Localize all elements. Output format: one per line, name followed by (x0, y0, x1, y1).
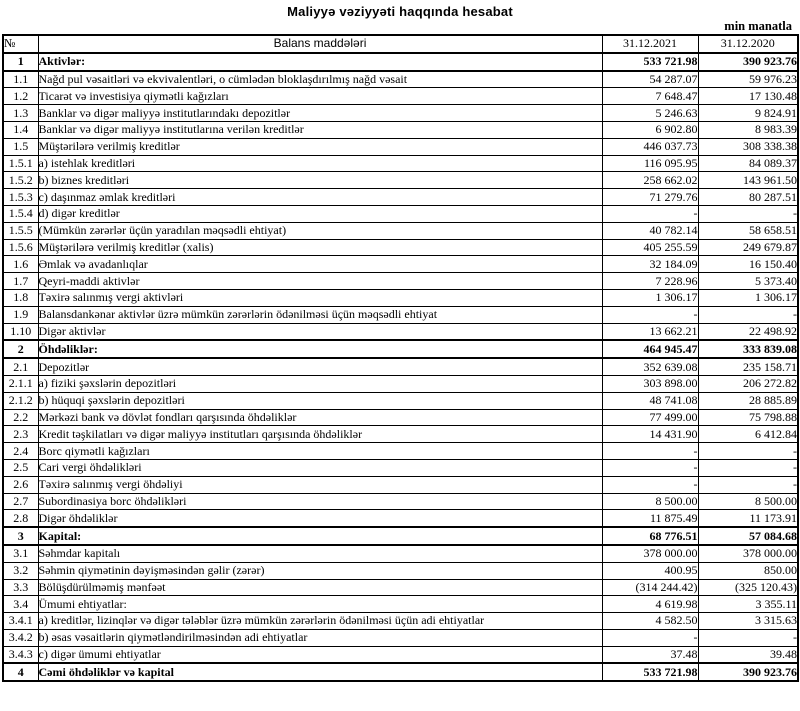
row-no: 2.3 (3, 426, 38, 443)
row-value-2020: - (698, 443, 798, 460)
row-label: Depozitlər (38, 358, 602, 375)
row-value-2020: 378 000.00 (698, 545, 798, 562)
row-value-2021: - (602, 459, 698, 476)
table-row (3, 663, 798, 681)
row-no: 1.5 (3, 138, 38, 155)
table-row (3, 527, 798, 545)
row-no: 1.5.2 (3, 172, 38, 189)
row-value-2020: 249 679.87 (698, 239, 798, 256)
row-no: 2.7 (3, 493, 38, 510)
row-value-2021: 400.95 (602, 562, 698, 579)
table-row (3, 53, 798, 71)
row-value-2021: 5 246.63 (602, 105, 698, 122)
table-row (3, 222, 798, 239)
row-value-2021: 48 741.08 (602, 392, 698, 409)
row-label: Nağd pul vəsaitləri və ekvivalentləri, o cümlədən bloklaşdırılmış nağd vəsait (38, 71, 602, 88)
row-value-2020: 22 498.92 (698, 323, 798, 340)
table-row (3, 426, 798, 443)
row-no: 2.6 (3, 476, 38, 493)
row-label: Ümumi ehtiyatlar: (38, 596, 602, 613)
row-no: 3.3 (3, 579, 38, 596)
row-no: 2.1.2 (3, 392, 38, 409)
row-value-2021: 7 648.47 (602, 88, 698, 105)
table-row (3, 138, 798, 155)
row-value-2021: - (602, 443, 698, 460)
row-label: Səhmdar kapitalı (38, 545, 602, 562)
row-value-2020: - (698, 306, 798, 323)
table-row (3, 256, 798, 273)
row-value-2021: 533 721.98 (602, 53, 698, 71)
row-no: 3 (3, 527, 38, 545)
row-label: a) kreditlər, lizinqlər və digər tələblər üzrə mümkün zərərlərin ödənilməsi üçün adi ehtiyatlar (38, 613, 602, 630)
table-row (3, 392, 798, 409)
row-value-2020: (325 120.43) (698, 579, 798, 596)
row-label: Ticarət və investisiya qiymətli kağızları (38, 88, 602, 105)
row-value-2021: 7 228.96 (602, 273, 698, 290)
row-value-2020: - (698, 459, 798, 476)
table-row (3, 562, 798, 579)
row-value-2021: (314 244.42) (602, 579, 698, 596)
row-value-2021: 6 902.80 (602, 121, 698, 138)
row-value-2021: 4 619.98 (602, 596, 698, 613)
row-label: Bölüşdürülməmiş mənfəət (38, 579, 602, 596)
table-header-row (3, 35, 798, 53)
row-no: 1.1 (3, 71, 38, 88)
row-label: Digər öhdəliklər (38, 510, 602, 527)
header-balance-items: Balans maddələri (38, 35, 602, 53)
table-row (3, 205, 798, 222)
row-value-2021: 77 499.00 (602, 409, 698, 426)
row-no: 2.2 (3, 409, 38, 426)
row-label: Digər aktivlər (38, 323, 602, 340)
row-value-2020: 3 355.11 (698, 596, 798, 613)
row-value-2020: 5 373.40 (698, 273, 798, 290)
row-value-2021: 1 306.17 (602, 289, 698, 306)
row-label: Cari vergi öhdəlikləri (38, 459, 602, 476)
row-value-2020: 75 798.88 (698, 409, 798, 426)
row-value-2020: 84 089.37 (698, 155, 798, 172)
row-no: 2.1.1 (3, 375, 38, 392)
row-no: 3.2 (3, 562, 38, 579)
row-value-2020: 80 287.51 (698, 189, 798, 206)
row-no: 1.6 (3, 256, 38, 273)
table-row (3, 545, 798, 562)
row-value-2021: 13 662.21 (602, 323, 698, 340)
row-value-2021: 378 000.00 (602, 545, 698, 562)
row-value-2020: 9 824.91 (698, 105, 798, 122)
table-row (3, 189, 798, 206)
row-label: Balansdankənar aktivlər üzrə mümkün zərərlərin ödənilməsi üçün məqsədli ehtiyat (38, 306, 602, 323)
row-value-2020: 39.48 (698, 646, 798, 663)
table-row (3, 172, 798, 189)
table-row (3, 273, 798, 290)
row-label: Banklar və digər maliyyə institutlarına verilən kreditlər (38, 121, 602, 138)
row-value-2020: 850.00 (698, 562, 798, 579)
row-value-2021: 446 037.73 (602, 138, 698, 155)
row-value-2020: 333 839.08 (698, 340, 798, 358)
row-label: Səhmin qiymətinin dəyişməsindən gəlir (zərər) (38, 562, 602, 579)
table-row (3, 155, 798, 172)
row-label: Təxirə salınmış vergi öhdəliyi (38, 476, 602, 493)
table-row (3, 105, 798, 122)
row-label: Müştərilərə verilmiş kreditlər (38, 138, 602, 155)
row-value-2021: - (602, 476, 698, 493)
row-value-2020: 1 306.17 (698, 289, 798, 306)
balance-sheet-table (2, 34, 799, 682)
table-row (3, 579, 798, 596)
row-no: 1.5.6 (3, 239, 38, 256)
row-no: 2.8 (3, 510, 38, 527)
row-no: 3.4 (3, 596, 38, 613)
row-label: Cəmi öhdəliklər və kapital (38, 663, 602, 681)
row-value-2021: 4 582.50 (602, 613, 698, 630)
row-label: c) digər ümumi ehtiyatlar (38, 646, 602, 663)
row-value-2020: 6 412.84 (698, 426, 798, 443)
row-no: 1.2 (3, 88, 38, 105)
row-value-2020: 11 173.91 (698, 510, 798, 527)
row-no: 1.5.4 (3, 205, 38, 222)
row-label: c) daşınmaz əmlak kreditləri (38, 189, 602, 206)
row-label: Qeyri-maddi aktivlər (38, 273, 602, 290)
row-value-2021: 303 898.00 (602, 375, 698, 392)
unit-note: min manatla (724, 19, 792, 33)
table-row (3, 340, 798, 358)
row-no: 2.1 (3, 358, 38, 375)
row-no: 1.8 (3, 289, 38, 306)
row-value-2020: 58 658.51 (698, 222, 798, 239)
table-row (3, 510, 798, 527)
row-value-2020: 8 500.00 (698, 493, 798, 510)
row-value-2020: 206 272.82 (698, 375, 798, 392)
table-row (3, 613, 798, 630)
table-row (3, 88, 798, 105)
row-value-2021: - (602, 306, 698, 323)
row-label: Mərkəzi bank və dövlət fondları qarşısında öhdəliklər (38, 409, 602, 426)
row-label: b) biznes kreditləri (38, 172, 602, 189)
row-value-2020: 59 976.23 (698, 71, 798, 88)
row-value-2021: 14 431.90 (602, 426, 698, 443)
row-no: 1.5.3 (3, 189, 38, 206)
table-row (3, 493, 798, 510)
row-value-2021: 37.48 (602, 646, 698, 663)
row-value-2020: 390 923.76 (698, 53, 798, 71)
row-value-2020: 57 084.68 (698, 527, 798, 545)
row-label: a) fiziki şəxslərin depozitləri (38, 375, 602, 392)
row-no: 1.3 (3, 105, 38, 122)
row-label: Subordinasiya borc öhdəlikləri (38, 493, 602, 510)
table-row (3, 476, 798, 493)
row-label: b) hüquqi şəxslərin depozitləri (38, 392, 602, 409)
row-label: Əmlak və avadanlıqlar (38, 256, 602, 273)
row-value-2020: 17 130.48 (698, 88, 798, 105)
row-label: b) əsas vəsaitlərin qiymətləndirilməsindən adi ehtiyatlar (38, 629, 602, 646)
row-value-2021: 405 255.59 (602, 239, 698, 256)
row-label: Aktivlər: (38, 53, 602, 71)
row-label: d) digər kreditlər (38, 205, 602, 222)
table-row (3, 323, 798, 340)
row-value-2021: 533 721.98 (602, 663, 698, 681)
row-label: Öhdəliklər: (38, 340, 602, 358)
row-no: 2.5 (3, 459, 38, 476)
table-row (3, 375, 798, 392)
table-row (3, 289, 798, 306)
header-date-2021: 31.12.2021 (602, 35, 698, 53)
row-value-2020: 308 338.38 (698, 138, 798, 155)
row-value-2021: 40 782.14 (602, 222, 698, 239)
header-number-column: № (3, 35, 38, 53)
table-row (3, 239, 798, 256)
table-body (3, 53, 798, 681)
row-label: (Mümkün zərərlər üçün yaradılan məqsədli ehtiyat) (38, 222, 602, 239)
row-no: 4 (3, 663, 38, 681)
row-value-2021: 258 662.02 (602, 172, 698, 189)
table-row (3, 443, 798, 460)
table-row (3, 358, 798, 375)
table-row (3, 459, 798, 476)
row-value-2020: 235 158.71 (698, 358, 798, 375)
table-row (3, 71, 798, 88)
row-value-2021: 352 639.08 (602, 358, 698, 375)
row-no: 1 (3, 53, 38, 71)
row-no: 1.4 (3, 121, 38, 138)
table-row (3, 306, 798, 323)
row-value-2020: - (698, 476, 798, 493)
row-label: a) istehlak kreditləri (38, 155, 602, 172)
row-value-2021: 464 945.47 (602, 340, 698, 358)
row-value-2020: 390 923.76 (698, 663, 798, 681)
row-label: Müştərilərə verilmiş kreditlər (xalis) (38, 239, 602, 256)
row-value-2021: 71 279.76 (602, 189, 698, 206)
row-value-2021: 68 776.51 (602, 527, 698, 545)
row-value-2021: 11 875.49 (602, 510, 698, 527)
table-row (3, 409, 798, 426)
row-no: 2 (3, 340, 38, 358)
row-no: 1.9 (3, 306, 38, 323)
table-row (3, 646, 798, 663)
row-value-2020: 16 150.40 (698, 256, 798, 273)
row-label: Kredit təşkilatları və digər maliyyə institutları qarşısında öhdəliklər (38, 426, 602, 443)
page-title: Maliyyə vəziyyəti haqqında hesabat (287, 4, 513, 19)
row-label: Borc qiymətli kağızları (38, 443, 602, 460)
row-no: 3.4.3 (3, 646, 38, 663)
table-row (3, 121, 798, 138)
row-no: 3.4.1 (3, 613, 38, 630)
row-no: 3.1 (3, 545, 38, 562)
table-row (3, 596, 798, 613)
row-no: 3.4.2 (3, 629, 38, 646)
row-value-2021: 54 287.07 (602, 71, 698, 88)
row-no: 1.10 (3, 323, 38, 340)
row-value-2021: - (602, 629, 698, 646)
row-value-2021: 32 184.09 (602, 256, 698, 273)
row-label: Banklar və digər maliyyə institutlarındakı depozitlər (38, 105, 602, 122)
header-date-2020: 31.12.2020 (698, 35, 798, 53)
row-label: Kapital: (38, 527, 602, 545)
row-value-2021: - (602, 205, 698, 222)
row-value-2021: 116 095.95 (602, 155, 698, 172)
row-value-2020: 8 983.39 (698, 121, 798, 138)
row-no: 1.5.1 (3, 155, 38, 172)
row-value-2020: - (698, 205, 798, 222)
row-label: Təxirə salınmış vergi aktivləri (38, 289, 602, 306)
row-no: 2.4 (3, 443, 38, 460)
table-row (3, 629, 798, 646)
row-no: 1.5.5 (3, 222, 38, 239)
row-no: 1.7 (3, 273, 38, 290)
row-value-2020: 3 315.63 (698, 613, 798, 630)
row-value-2020: 28 885.89 (698, 392, 798, 409)
row-value-2020: 143 961.50 (698, 172, 798, 189)
row-value-2020: - (698, 629, 798, 646)
row-value-2021: 8 500.00 (602, 493, 698, 510)
